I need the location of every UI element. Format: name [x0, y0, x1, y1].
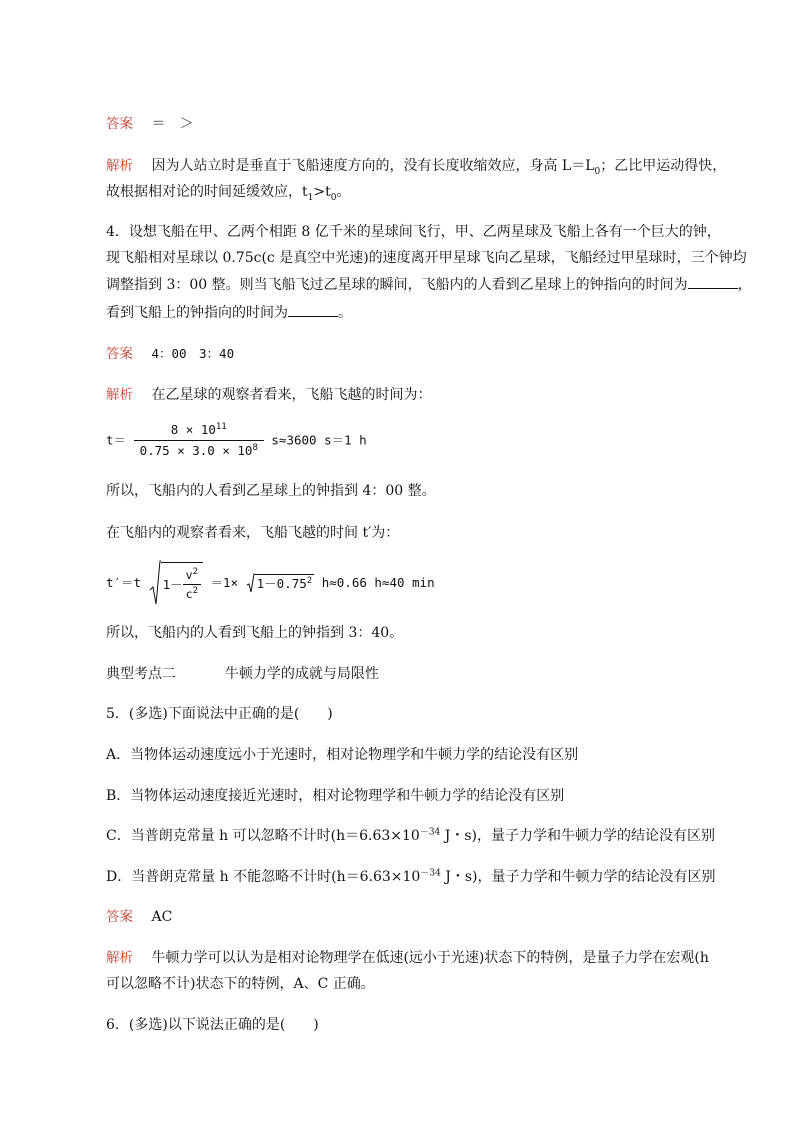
q5-analysis-line1 — [106, 948, 709, 968]
fraction-numerator: $8 \times 10^{11}$ — [170, 421, 227, 437]
answer-label: 答案 — [106, 116, 133, 132]
radical-sign-icon — [149, 560, 161, 606]
radical-sign-icon — [246, 573, 255, 593]
q4-conclusion-2: 所以，飞船内的人看到飞船上的钟指到 3：40。 — [106, 625, 404, 641]
q4-stem-line3 — [106, 274, 752, 295]
analysis-label: 解析 — [106, 950, 133, 966]
q5-answer — [106, 907, 172, 927]
q5-option-d: D．当普朗克常量 h 不能忽略不计时($h=6.63\times 10^{-34}$ J・s)，量子力学和牛顿力学的结论没有区别 — [106, 868, 716, 885]
answer-value: ＝ ＞ — [151, 116, 194, 132]
section-heading — [106, 664, 379, 684]
q4-stem-line2: 现飞船相对星球以 0.75c(c 是真空中光速)的速度离开甲星球飞向乙星球，飞船经过甲星球时，三个钟均 — [106, 250, 747, 266]
eq-rhs: s≈3600 s＝1 h — [271, 432, 367, 448]
q4-intro-2: 在飞船内的观察者看来，飞船飞越的时间 t′为： — [106, 525, 400, 541]
answer-blank — [288, 302, 338, 317]
fraction — [134, 421, 264, 460]
equation-time-star-frame — [106, 421, 367, 460]
q5-option-b: B．当物体运动速度接近光速时，相对论物理学和牛顿力学的结论没有区别 — [106, 788, 565, 804]
analysis-text: >t — [313, 184, 331, 200]
analysis-text: 牛顿力学可以认为是相对论物理学在低速(远小于光速)状态下的特例，是量子力学在宏观(h — [151, 950, 709, 966]
fraction: $\frac{v^2}{c^2}$ — [183, 566, 201, 603]
sqrt-expression — [149, 560, 203, 606]
eq-lhs: t′＝t — [106, 575, 142, 590]
q4-stem-line1: 4．设想飞船在甲、乙两个相距 8 亿千米的星球间飞行，甲、乙两星球及飞船上各有一个巨大的钟， — [106, 224, 721, 240]
analysis-label: 解析 — [106, 387, 133, 403]
q4-stem-line4 — [106, 302, 352, 323]
answer-label: 答案 — [106, 346, 133, 362]
sqrt-inner: 1－ — [162, 576, 183, 592]
stem-text: ， — [737, 277, 752, 293]
stem-text: 。 — [338, 305, 352, 321]
eq-lhs: t＝ — [106, 432, 127, 448]
q3-answer — [106, 114, 193, 134]
eq-mid: ＝1× — [210, 575, 239, 590]
q5-option-c: C．当普朗克常量 h 可以忽略不计时($h=6.63\times 10^{-34}$ J・s)，量子力学和牛顿力学的结论没有区别 — [106, 827, 715, 844]
analysis-text: ；乙比甲运动得快， — [600, 158, 727, 174]
q5-option-a: A．当物体运动速度远小于光速时，相对论物理学和牛顿力学的结论没有区别 — [106, 747, 579, 763]
q5-analysis-line2: 可以忽略不计)状态下的特例，A、C 正确。 — [106, 976, 375, 992]
q5-stem: 5．(多选)下面说法中正确的是( ) — [106, 706, 333, 722]
q6-stem: 6．(多选)以下说法正确的是( ) — [106, 1017, 319, 1033]
answer-value: 4：00 3：40 — [151, 346, 235, 361]
q4-conclusion-1: 所以，飞船内的人看到乙星球上的钟指到 4：00 整。 — [106, 483, 436, 499]
q3-analysis-line1 — [106, 156, 726, 176]
answer-blank — [688, 274, 738, 289]
stem-text: 调整指到 3：00 整。则当飞船飞过乙星球的瞬间，飞船内的人看到乙星球上的钟指向的时间为 — [106, 277, 688, 293]
section-title: 牛顿力学的成就与局限性 — [224, 666, 379, 682]
equation-time-ship-frame — [106, 560, 435, 606]
subscript: 0 — [594, 166, 601, 177]
answer-label: 答案 — [106, 909, 133, 925]
fraction-denominator: $0.75 \times 3.0 \times 10^8$ — [134, 440, 264, 460]
analysis-text: 故根据相对论的时间延缓效应，t — [106, 184, 308, 200]
sqrt-expression: $1-0.75^2$ — [246, 573, 315, 593]
q4-analysis-intro — [106, 385, 431, 405]
analysis-label: 解析 — [106, 158, 133, 174]
analysis-text: 。 — [336, 184, 351, 200]
q4-answer — [106, 344, 234, 364]
subscript: 1 — [307, 192, 314, 203]
eq-rhs: h≈0.66 h≈40 min — [321, 575, 435, 590]
stem-text: 看到飞船上的钟指向的时间为 — [106, 305, 288, 321]
analysis-text: 在乙星球的观察者看来，飞船飞越的时间为： — [151, 387, 432, 403]
analysis-text: 因为人站立时是垂直于飞船速度方向的，没有长度收缩效应，身高 L＝L — [151, 158, 595, 174]
answer-value: AC — [151, 909, 173, 925]
subscript: 0 — [330, 192, 337, 203]
q3-analysis-line2 — [106, 182, 350, 202]
section-number: 典型考点二 — [106, 666, 176, 682]
